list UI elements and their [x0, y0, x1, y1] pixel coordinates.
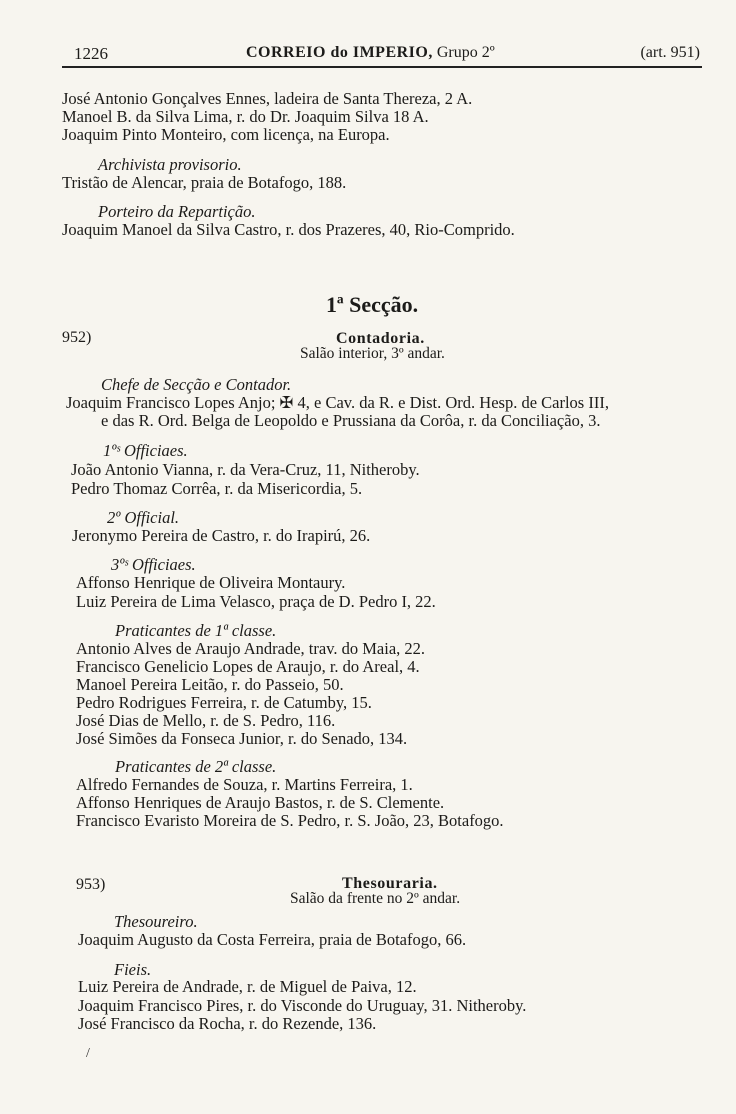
- subsection-title: Thesouraria.: [342, 875, 438, 892]
- list-item: Francisco Evaristo Moreira de S. Pedro, r. S. João, 23, Botafogo.: [76, 811, 504, 830]
- list-item: José Simões da Fonseca Junior, r. do Senado, 134.: [76, 729, 408, 748]
- list-item: Francisco Genelicio Lopes de Araujo, r. do Areal, 4.: [76, 657, 420, 676]
- list-item: José Francisco da Rocha, r. do Rezende, 136.: [78, 1014, 377, 1033]
- list-item: Joaquim Francisco Pires, r. do Visconde do Uruguay, 31. Nitheroby.: [78, 996, 527, 1015]
- section-title: 1ª Secção.: [326, 292, 419, 317]
- list-item: Manoel B. da Silva Lima, r. do Dr. Joaquim Silva 18 A.: [62, 107, 429, 126]
- group-label: Grupo 2º: [436, 44, 495, 61]
- list-item: Pedro Thomaz Corrêa, r. da Misericordia, 5.: [71, 479, 363, 498]
- list-item: José Dias de Mello, r. de S. Pedro, 116.: [76, 711, 336, 730]
- stray-ink-mark: /: [86, 1046, 90, 1061]
- header-rule: [62, 66, 702, 68]
- role-heading: Chefe de Secção e Contador.: [101, 375, 292, 394]
- role-heading: Porteiro da Repartição.: [98, 202, 256, 221]
- role-heading: Thesoureiro.: [114, 912, 198, 931]
- list-item: Jeronymo Pereira de Castro, r. do Irapirú, 26.: [72, 526, 371, 545]
- role-heading: 1ºˢ Officiaes.: [103, 441, 188, 460]
- header-title-group: [246, 44, 495, 62]
- subsection-title: Contadoria.: [336, 330, 425, 347]
- list-item: e das R. Ord. Belga de Leopoldo e Prussiana da Corôa, r. da Conciliação, 3.: [101, 411, 601, 430]
- location-line: Salão interior, 3º andar.: [300, 345, 445, 362]
- list-item: Joaquim Augusto da Costa Ferreira, praia de Botafogo, 66.: [78, 930, 467, 949]
- list-item: Luiz Pereira de Lima Velasco, praça de D. Pedro I, 22.: [76, 592, 436, 611]
- article-ref: (art. 951): [640, 44, 700, 61]
- list-item: Manoel Pereira Leitão, r. do Passeio, 50.: [76, 675, 344, 694]
- entry-number: 952): [62, 329, 92, 346]
- running-header: [74, 42, 700, 66]
- list-item: Pedro Rodrigues Ferreira, r. de Catumby, 15.: [76, 693, 372, 712]
- list-item: Affonso Henrique de Oliveira Montaury.: [76, 573, 346, 592]
- entry-number: 953): [76, 876, 106, 893]
- page-number: 1226: [74, 44, 108, 63]
- role-heading: Praticantes de 1ª classe.: [115, 621, 277, 640]
- role-heading: Archivista provisorio.: [98, 155, 242, 174]
- list-item: João Antonio Vianna, r. da Vera-Cruz, 11, Nitheroby.: [71, 460, 420, 479]
- role-heading: Fieis.: [114, 960, 152, 979]
- list-item: José Antonio Gonçalves Ennes, ladeira de Santa Thereza, 2 A.: [62, 89, 473, 108]
- list-item: Joaquim Francisco Lopes Anjo; ✠ 4, e Cav. da R. e Dist. Ord. Hesp. de Carlos III,: [66, 393, 609, 412]
- location-line: Salão da frente no 2º andar.: [290, 890, 461, 907]
- list-item: Tristão de Alencar, praia de Botafogo, 188.: [62, 173, 347, 192]
- role-heading: Praticantes de 2ª classe.: [115, 757, 277, 776]
- list-item: Joaquim Pinto Monteiro, com licença, na Europa.: [62, 125, 390, 144]
- list-item: Affonso Henriques de Araujo Bastos, r. de S. Clemente.: [76, 793, 445, 812]
- list-item: Joaquim Manoel da Silva Castro, r. dos Prazeres, 40, Rio-Comprido.: [62, 220, 515, 239]
- role-heading: 2º Official.: [107, 508, 180, 527]
- role-heading: 3ºˢ Officiaes.: [111, 555, 196, 574]
- list-item: Antonio Alves de Araujo Andrade, trav. do Maia, 22.: [76, 639, 426, 658]
- list-item: Alfredo Fernandes de Souza, r. Martins Ferreira, 1.: [76, 775, 413, 794]
- journal-title: CORREIO do IMPERIO,: [246, 44, 433, 61]
- list-item: Luiz Pereira de Andrade, r. de Miguel de Paiva, 12.: [78, 977, 417, 996]
